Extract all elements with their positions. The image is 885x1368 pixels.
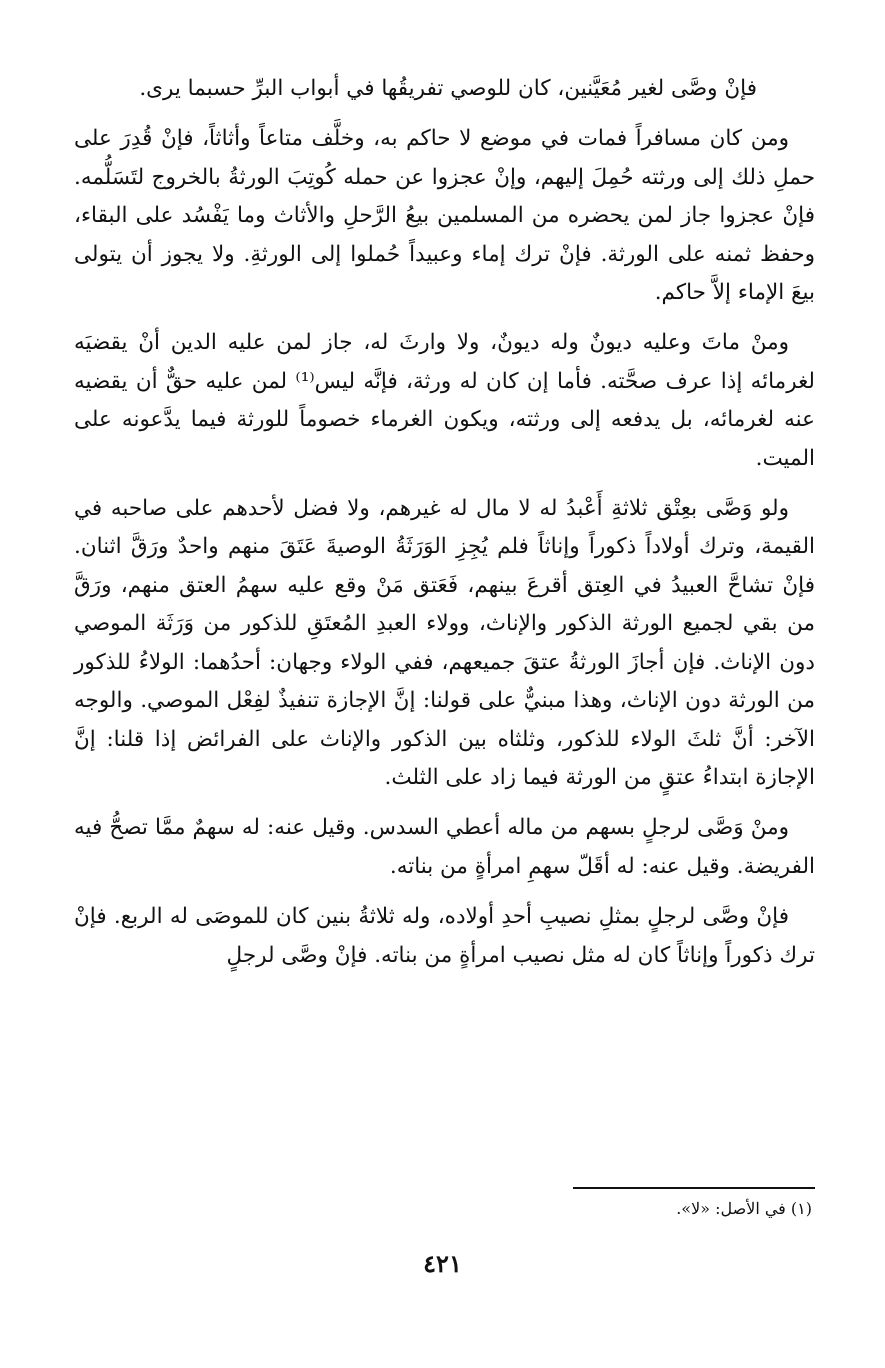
page-number: ٤٢١ [423, 1249, 462, 1278]
paragraph-5: ومنْ وَصَّى لرجلٍ بسهم من ماله أعطي السدس. وقيل عنه: له سهمٌ ممَّا تصحُّ فيه الفريضة. وقيل عنه: له أقَلّ سهمِ امرأةٍ من بناته. [74, 815, 815, 879]
main-text [74, 70, 815, 987]
footnote-divider [573, 1187, 815, 1189]
paragraph-4: ولو وَصَّى بعِتْق ثلاثةِ أَعْبدُ له لا مال له غيرهم، ولا فضل لأحدهم على صاحبه في القيمة، وترك أولاداً ذكوراً وإناثاً فلم يُجِزِ الوَرَثَةُ الوصيةَ عَتَقَ منهم واحدٌ ورَقَّ اثنان. فإنْ تشاحَّ العبيدُ في العِتق أقرعَ بينهم، فَعَتق مَنْ وقع عليه سهمُ العتق منهم، ورَقَّ من بقي لجميع الورثة الذكور والإناث، وولاء العبدِ المُعتَقِ للذكور من وَرَثَة الموصي دون الإناث. فإن أجازَ الورثةُ عتقَ جميعهم، ففي الولاء وجهان: أحدُهما: الولاءُ للذكور من الورثة دون الإناث، وهذا مبنيٌّ على قولنا: إنَّ الإجازة تنفيذٌ لفِعْل الموصي. والوجه الآخر: أنَّ ثلثَ الولاء للذكور، وثلثاه بين الذكور والإناث على الفرائض إذا قلنا: إنَّ الإجازة ابتداءُ عتقٍ من الورثة فيما زاد على الثلث. [74, 496, 815, 790]
paragraph-1: فإنْ وصَّى لغير مُعَيَّنين، كان للوصي تفريقُها في أبواب البرِّ حسبما يرى. [139, 76, 757, 101]
paragraph-6: فإنْ وصَّى لرجلٍ بمثلِ نصيبِ أحدِ أولاده، وله ثلاثةُ بنين كان للموصَى له الربع. فإنْ ترك ذكوراً وإناثاً كان له مثل نصيب امرأةٍ من بناته. فإنْ وصَّى لرجلٍ [74, 904, 815, 968]
footnote: (١) في الأصل: «لا». [676, 1199, 812, 1218]
paragraph-2: ومن كان مسافراً فمات في موضع لا حاكم به، وخلَّف متاعاً وأثاثاً، فإنْ قُدِرَ على حملِ ذلك إلى ورثته حُمِلَ إليهم، وإنْ عجزوا عن حمله كُوتِبَ الورثةُ بالخروج لتَسَلُّمه. فإنْ عجزوا جاز لمن يحضره من المسلمين بيعُ الرَّحلِ والأثاث وما يَفْسُد على البقاء، وحفظ ثمنه على الورثة. فإنْ ترك إماء وعبيداً حُملوا إلى الورثةِ. ولا يجوز أن يتولى بيعَ الإماء إلاَّ حاكم. [74, 126, 815, 306]
paragraph-3: ومنْ ماتَ وعليه ديونٌ وله ديونٌ، ولا وارثَ له، جاز لمن عليه الدين أنْ يقضيَه لغرمائه إذا عرف صحَّته. فأما إن كان له ورثة، فإنَّه ليس⁽¹⁾ لمن عليه حقٌّ أن يقضيه عنه لغرمائه، بل يدفعه إلى ورثته، ويكون الغرماء خصوماً للورثة فيما يدَّعونه على الميت. [74, 330, 815, 471]
